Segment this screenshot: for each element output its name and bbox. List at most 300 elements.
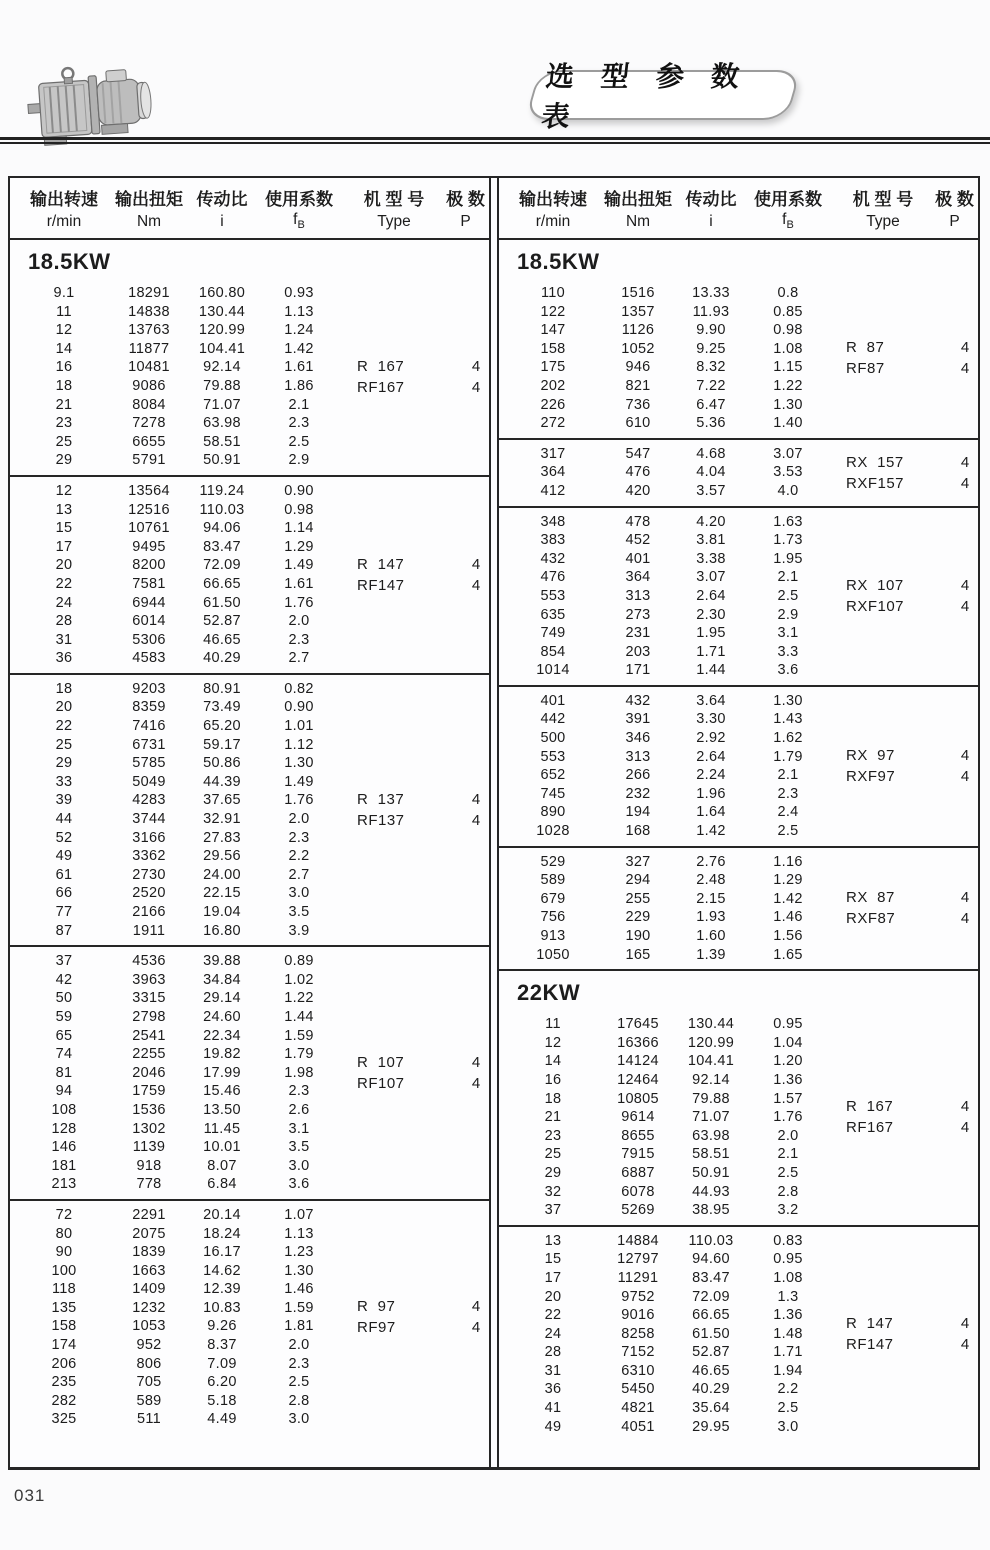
cell-type: RF107 bbox=[357, 1075, 405, 1093]
table-row bbox=[507, 550, 978, 569]
cell-poles: 4 bbox=[960, 889, 970, 907]
cell-factor: 0.82 bbox=[284, 680, 314, 697]
header-label-cn-5: 极 数 bbox=[935, 190, 974, 209]
cell-torque: 6014 bbox=[132, 613, 166, 630]
cell-speed: 13 bbox=[55, 501, 73, 518]
cell-speed: 29 bbox=[55, 452, 73, 469]
cell-speed: 756 bbox=[540, 909, 566, 926]
cell-factor: 1.76 bbox=[284, 594, 314, 611]
cell-speed: 282 bbox=[51, 1392, 77, 1409]
cell-type: RF137 bbox=[357, 812, 405, 830]
cell-factor: 2.0 bbox=[288, 811, 310, 828]
cell-torque: 10761 bbox=[128, 520, 170, 537]
header-label-cn-3: 使用系数 bbox=[265, 190, 333, 209]
cell-torque: 11291 bbox=[617, 1269, 659, 1286]
cell-factor: 2.1 bbox=[777, 767, 799, 784]
cell-speed: 146 bbox=[51, 1139, 77, 1156]
cell-type: RX 97 bbox=[846, 747, 895, 765]
cell-ratio: 72.09 bbox=[203, 557, 241, 574]
cell-speed: 59 bbox=[55, 1008, 73, 1025]
cell-ratio: 130.44 bbox=[198, 303, 246, 320]
cell-factor: 2.1 bbox=[288, 396, 310, 413]
cell-speed: 213 bbox=[51, 1176, 77, 1193]
cell-factor: 1.76 bbox=[773, 1109, 803, 1126]
cell-speed: 52 bbox=[55, 829, 73, 846]
cell-torque: 6887 bbox=[621, 1164, 655, 1181]
cell-ratio: 4.49 bbox=[207, 1411, 237, 1428]
table-row bbox=[507, 1269, 978, 1288]
cell-poles: 4 bbox=[960, 768, 970, 786]
cell-speed: 12 bbox=[544, 1034, 562, 1051]
cell-torque: 17645 bbox=[617, 1016, 659, 1033]
cell-speed: 80 bbox=[55, 1225, 73, 1242]
ratio-block bbox=[10, 1199, 489, 1434]
cell-speed: 12 bbox=[55, 322, 73, 339]
cell-type: R 167 bbox=[846, 1098, 894, 1116]
cell-ratio: 44.93 bbox=[692, 1183, 730, 1200]
table-row bbox=[507, 1071, 978, 1090]
table-row bbox=[18, 1243, 489, 1262]
cell-torque: 8084 bbox=[132, 396, 166, 413]
cell-factor: 2.2 bbox=[777, 1381, 799, 1398]
section-title: 18.5KW bbox=[517, 249, 600, 274]
cell-factor: 0.83 bbox=[773, 1232, 803, 1249]
table-row bbox=[18, 414, 489, 433]
table-row bbox=[507, 1164, 978, 1183]
cell-torque: 476 bbox=[625, 464, 651, 481]
header-label-unit-4: Type bbox=[377, 212, 411, 230]
type-row bbox=[846, 1096, 978, 1117]
cell-torque: 168 bbox=[625, 823, 651, 840]
cell-factor: 2.5 bbox=[777, 1400, 799, 1417]
cell-torque: 3744 bbox=[132, 811, 166, 828]
table-row bbox=[18, 1336, 489, 1355]
cell-torque: 5785 bbox=[132, 755, 166, 772]
cell-torque: 946 bbox=[625, 359, 651, 376]
cell-ratio: 79.88 bbox=[692, 1090, 730, 1107]
header-label-unit-5: P bbox=[949, 212, 960, 230]
cell-torque: 9495 bbox=[132, 538, 166, 555]
cell-type: R 107 bbox=[357, 1054, 405, 1072]
cell-factor: 1.29 bbox=[284, 538, 314, 555]
cell-torque: 5450 bbox=[621, 1381, 655, 1398]
cell-speed: 41 bbox=[544, 1400, 562, 1417]
cell-factor: 1.29 bbox=[773, 872, 803, 889]
cell-factor: 1.14 bbox=[284, 520, 314, 537]
cell-factor: 1.36 bbox=[773, 1071, 803, 1088]
cell-factor: 0.85 bbox=[773, 303, 803, 320]
cell-torque: 1839 bbox=[132, 1244, 166, 1261]
cell-speed: 36 bbox=[55, 650, 73, 667]
cell-ratio: 8.32 bbox=[696, 359, 726, 376]
cell-ratio: 9.26 bbox=[207, 1318, 237, 1335]
cell-type: RXF157 bbox=[846, 474, 905, 492]
column-header bbox=[10, 178, 489, 240]
table-row bbox=[507, 1145, 978, 1164]
header-label-cn-0: 输出转速 bbox=[519, 190, 587, 209]
cell-ratio: 12.39 bbox=[203, 1281, 241, 1298]
cell-ratio: 110.03 bbox=[199, 501, 245, 518]
table-row bbox=[18, 1120, 489, 1139]
table-row bbox=[507, 1232, 978, 1251]
table-row bbox=[18, 717, 489, 736]
cell-ratio: 59.17 bbox=[203, 736, 241, 753]
type-column bbox=[357, 1296, 491, 1338]
cell-torque: 3362 bbox=[132, 848, 166, 865]
cell-factor: 1.73 bbox=[773, 532, 803, 549]
cell-factor: 2.1 bbox=[777, 569, 799, 586]
cell-type: RF167 bbox=[846, 1119, 894, 1137]
cell-factor: 3.53 bbox=[773, 464, 803, 481]
cell-torque: 1302 bbox=[132, 1120, 166, 1137]
cell-torque: 14124 bbox=[617, 1053, 659, 1070]
cell-type: RX 107 bbox=[846, 577, 904, 595]
cell-factor: 1.07 bbox=[284, 1206, 314, 1223]
cell-factor: 2.5 bbox=[288, 433, 310, 450]
cell-factor: 1.23 bbox=[284, 1244, 314, 1261]
cell-factor: 1.49 bbox=[284, 557, 314, 574]
cell-ratio: 2.30 bbox=[696, 606, 726, 623]
cell-torque: 3166 bbox=[132, 829, 166, 846]
cell-ratio: 16.17 bbox=[203, 1244, 241, 1261]
table-row bbox=[18, 321, 489, 340]
cell-ratio: 92.14 bbox=[692, 1071, 730, 1088]
cell-speed: 72 bbox=[55, 1206, 73, 1223]
header-label-cn-3: 使用系数 bbox=[754, 190, 822, 209]
cell-factor: 2.4 bbox=[777, 804, 799, 821]
page-number: 031 bbox=[14, 1486, 46, 1505]
table-row bbox=[18, 1410, 489, 1429]
cell-ratio: 130.44 bbox=[687, 1016, 735, 1033]
cell-torque: 7416 bbox=[132, 718, 166, 735]
cell-factor: 1.59 bbox=[284, 1027, 314, 1044]
cell-torque: 806 bbox=[136, 1355, 162, 1372]
cell-ratio: 83.47 bbox=[692, 1269, 730, 1286]
cell-factor: 2.8 bbox=[777, 1183, 799, 1200]
table-row bbox=[507, 414, 978, 433]
cell-ratio: 22.15 bbox=[203, 885, 241, 902]
cell-ratio: 1.71 bbox=[696, 643, 726, 660]
ratio-block bbox=[10, 945, 489, 1199]
ratio-block bbox=[499, 685, 978, 846]
cell-factor: 1.12 bbox=[284, 736, 314, 753]
table-row bbox=[18, 1373, 489, 1392]
cell-torque: 5306 bbox=[132, 631, 166, 648]
header-label-cn-5: 极 数 bbox=[446, 190, 485, 209]
cell-ratio: 63.98 bbox=[203, 415, 241, 432]
cell-factor: 2.2 bbox=[288, 848, 310, 865]
cell-ratio: 11.93 bbox=[692, 303, 730, 320]
cell-ratio: 7.22 bbox=[696, 377, 726, 394]
cell-ratio: 52.87 bbox=[203, 613, 241, 630]
cell-factor: 3.2 bbox=[777, 1202, 799, 1219]
ratio-block bbox=[499, 279, 978, 438]
cell-type: RXF87 bbox=[846, 910, 896, 928]
cell-factor: 3.6 bbox=[288, 1176, 310, 1193]
cell-speed: 108 bbox=[51, 1101, 77, 1118]
cell-factor: 1.61 bbox=[284, 359, 314, 376]
header-label-unit-1: Nm bbox=[136, 212, 162, 230]
cell-speed: 325 bbox=[51, 1411, 77, 1428]
cell-speed: 94 bbox=[55, 1083, 73, 1100]
cell-factor: 1.71 bbox=[773, 1344, 803, 1361]
cell-factor: 2.0 bbox=[288, 613, 310, 630]
type-row bbox=[846, 887, 978, 908]
header-label-cn-4: 机 型 号 bbox=[852, 190, 914, 209]
cell-torque: 6655 bbox=[132, 433, 166, 450]
power-section bbox=[10, 240, 489, 1434]
cell-ratio: 94.60 bbox=[692, 1251, 730, 1268]
ratio-block bbox=[10, 475, 489, 673]
cell-ratio: 1.42 bbox=[696, 823, 726, 840]
cell-ratio: 3.57 bbox=[696, 482, 726, 499]
cell-ratio: 2.64 bbox=[696, 748, 726, 765]
cell-ratio: 104.41 bbox=[687, 1053, 735, 1070]
cell-factor: 2.3 bbox=[777, 785, 799, 802]
table-row bbox=[18, 1206, 489, 1225]
cell-torque: 14838 bbox=[128, 303, 170, 320]
header-label-cn-2: 传动比 bbox=[196, 190, 248, 209]
cell-factor: 1.98 bbox=[284, 1064, 314, 1081]
cell-ratio: 71.07 bbox=[203, 396, 241, 413]
cell-ratio: 29.95 bbox=[692, 1418, 730, 1435]
cell-speed: 745 bbox=[540, 785, 566, 802]
type-column bbox=[846, 1096, 978, 1138]
cell-factor: 1.62 bbox=[773, 730, 803, 747]
table-row bbox=[507, 853, 978, 872]
cell-torque: 13763 bbox=[128, 322, 170, 339]
cell-speed: 12 bbox=[55, 482, 73, 499]
cell-ratio: 24.00 bbox=[203, 866, 241, 883]
cell-speed: 20 bbox=[544, 1288, 562, 1305]
type-column bbox=[846, 575, 978, 617]
cell-torque: 1536 bbox=[132, 1101, 166, 1118]
cell-factor: 1.42 bbox=[773, 890, 803, 907]
type-row bbox=[846, 908, 978, 929]
header-label-unit-5: P bbox=[460, 212, 471, 230]
cell-torque: 18291 bbox=[128, 285, 170, 301]
cell-speed: 20 bbox=[55, 699, 73, 716]
type-row bbox=[357, 356, 491, 377]
type-column bbox=[846, 1313, 978, 1355]
page-title: 选 型 参 数 表 bbox=[539, 62, 751, 133]
cell-torque: 3963 bbox=[132, 971, 166, 988]
cell-type: RF147 bbox=[357, 576, 405, 594]
table-row bbox=[18, 1157, 489, 1176]
cell-type: R 167 bbox=[357, 357, 405, 375]
cell-ratio: 46.65 bbox=[203, 631, 241, 648]
cell-ratio: 58.51 bbox=[692, 1146, 730, 1163]
cell-speed: 18 bbox=[55, 680, 73, 697]
cell-factor: 2.5 bbox=[777, 587, 799, 604]
table-row bbox=[18, 952, 489, 971]
cell-factor: 3.6 bbox=[777, 662, 799, 679]
cell-factor: 3.0 bbox=[288, 1157, 310, 1174]
table-row bbox=[507, 377, 978, 396]
cell-ratio: 104.41 bbox=[198, 340, 246, 357]
cell-type: R 137 bbox=[357, 791, 405, 809]
cell-factor: 1.46 bbox=[284, 1281, 314, 1298]
cell-ratio: 2.15 bbox=[696, 890, 726, 907]
table-row bbox=[18, 1392, 489, 1411]
cell-speed: 16 bbox=[55, 359, 73, 376]
cell-ratio: 119.24 bbox=[199, 482, 245, 499]
cell-poles: 4 bbox=[471, 576, 481, 594]
cell-torque: 452 bbox=[625, 532, 651, 549]
cell-torque: 14884 bbox=[617, 1232, 659, 1249]
type-column bbox=[846, 452, 978, 494]
table-row bbox=[507, 822, 978, 841]
cell-torque: 231 bbox=[625, 625, 651, 642]
cell-factor: 1.30 bbox=[773, 396, 803, 413]
cell-ratio: 1.60 bbox=[696, 928, 726, 944]
cell-ratio: 44.39 bbox=[203, 773, 241, 790]
cell-factor: 1.01 bbox=[284, 718, 314, 735]
cell-ratio: 7.09 bbox=[207, 1355, 237, 1372]
type-row bbox=[357, 377, 491, 398]
cell-torque: 6078 bbox=[621, 1183, 655, 1200]
cell-factor: 2.1 bbox=[777, 1146, 799, 1163]
cell-speed: 652 bbox=[540, 767, 566, 784]
table-row bbox=[507, 946, 978, 965]
cell-speed: 74 bbox=[55, 1046, 73, 1063]
cell-speed: 383 bbox=[540, 532, 566, 549]
table-row bbox=[18, 451, 489, 470]
header-label-unit-1: Nm bbox=[625, 212, 651, 230]
cell-factor: 0.8 bbox=[777, 285, 799, 301]
cell-torque: 918 bbox=[136, 1157, 162, 1174]
cell-speed: 44 bbox=[55, 811, 73, 828]
cell-factor: 1.08 bbox=[773, 1269, 803, 1286]
cell-poles: 4 bbox=[471, 1319, 481, 1337]
cell-ratio: 2.64 bbox=[696, 587, 726, 604]
type-row bbox=[357, 1052, 491, 1073]
cell-ratio: 160.80 bbox=[198, 285, 246, 301]
header-unit-subscript: B bbox=[297, 219, 305, 232]
header-divider-rule bbox=[0, 137, 990, 144]
cell-ratio: 71.07 bbox=[692, 1109, 730, 1126]
cell-speed: 749 bbox=[540, 625, 566, 642]
cell-ratio: 3.81 bbox=[696, 532, 726, 549]
cell-factor: 2.3 bbox=[288, 1355, 310, 1372]
cell-speed: 37 bbox=[544, 1202, 562, 1219]
cell-factor: 0.93 bbox=[284, 285, 314, 301]
cell-torque: 232 bbox=[625, 785, 651, 802]
cell-torque: 8258 bbox=[621, 1325, 655, 1342]
cell-factor: 1.81 bbox=[284, 1318, 314, 1335]
type-row bbox=[357, 575, 491, 596]
cell-speed: 158 bbox=[51, 1318, 77, 1335]
cell-ratio: 9.90 bbox=[696, 322, 726, 339]
cell-speed: 890 bbox=[540, 804, 566, 821]
cell-torque: 610 bbox=[625, 415, 651, 432]
cell-ratio: 3.64 bbox=[696, 692, 726, 709]
cell-ratio: 83.47 bbox=[203, 538, 241, 555]
cell-torque: 1052 bbox=[621, 340, 655, 357]
cell-speed: 37 bbox=[55, 953, 73, 970]
table-row bbox=[507, 661, 978, 680]
ratio-block bbox=[499, 1010, 978, 1225]
type-row bbox=[846, 473, 978, 494]
cell-torque: 171 bbox=[625, 662, 651, 679]
cell-speed: 553 bbox=[540, 748, 566, 765]
cell-torque: 255 bbox=[625, 890, 651, 907]
cell-factor: 1.20 bbox=[773, 1053, 803, 1070]
cell-factor: 2.3 bbox=[288, 829, 310, 846]
cell-factor: 2.7 bbox=[288, 866, 310, 883]
cell-factor: 2.3 bbox=[288, 1083, 310, 1100]
cell-factor: 0.89 bbox=[284, 953, 314, 970]
cell-factor: 1.94 bbox=[773, 1362, 803, 1379]
table-row bbox=[507, 1201, 978, 1220]
cell-torque: 7915 bbox=[621, 1146, 655, 1163]
cell-torque: 1126 bbox=[621, 322, 655, 339]
cell-torque: 203 bbox=[625, 643, 651, 660]
table-row bbox=[507, 785, 978, 804]
cell-speed: 348 bbox=[540, 513, 566, 530]
cell-speed: 90 bbox=[55, 1244, 73, 1261]
cell-ratio: 61.50 bbox=[692, 1325, 730, 1342]
cell-ratio: 19.82 bbox=[203, 1046, 241, 1063]
cell-speed: 100 bbox=[51, 1262, 77, 1279]
cell-speed: 16 bbox=[544, 1071, 562, 1088]
cell-factor: 1.24 bbox=[284, 322, 314, 339]
cell-speed: 635 bbox=[540, 606, 566, 623]
cell-factor: 0.95 bbox=[773, 1251, 803, 1268]
cell-torque: 1759 bbox=[132, 1083, 166, 1100]
cell-ratio: 29.14 bbox=[203, 990, 241, 1007]
cell-factor: 1.63 bbox=[773, 513, 803, 530]
cell-torque: 736 bbox=[625, 396, 651, 413]
cell-factor: 1.13 bbox=[284, 303, 314, 320]
type-row bbox=[357, 1073, 491, 1094]
cell-poles: 4 bbox=[471, 357, 481, 375]
cell-torque: 432 bbox=[625, 692, 651, 709]
cell-speed: 17 bbox=[544, 1269, 562, 1286]
cell-ratio: 5.36 bbox=[696, 415, 726, 432]
cell-ratio: 50.86 bbox=[203, 755, 241, 772]
cell-speed: 317 bbox=[540, 445, 566, 462]
cell-torque: 2075 bbox=[132, 1225, 166, 1242]
cell-ratio: 1.95 bbox=[696, 625, 726, 642]
cell-torque: 8655 bbox=[621, 1127, 655, 1144]
type-row bbox=[357, 810, 491, 831]
table-row bbox=[507, 1380, 978, 1399]
cell-torque: 7581 bbox=[132, 575, 166, 592]
cell-poles: 4 bbox=[960, 1119, 970, 1137]
cell-speed: 29 bbox=[55, 755, 73, 772]
table-row bbox=[507, 803, 978, 822]
cell-type: R 87 bbox=[846, 339, 885, 357]
cell-speed: 442 bbox=[540, 711, 566, 728]
table-row bbox=[507, 624, 978, 643]
cell-torque: 6944 bbox=[132, 594, 166, 611]
cell-torque: 1357 bbox=[621, 303, 655, 320]
cell-speed: 412 bbox=[540, 482, 566, 499]
table-row bbox=[18, 1262, 489, 1281]
cell-factor: 1.76 bbox=[284, 792, 314, 809]
table-row bbox=[18, 1138, 489, 1157]
table-row bbox=[18, 594, 489, 613]
cell-speed: 29 bbox=[544, 1164, 562, 1181]
cell-torque: 194 bbox=[625, 804, 651, 821]
table-row bbox=[18, 736, 489, 755]
cell-ratio: 3.38 bbox=[696, 550, 726, 567]
cell-type: RX 87 bbox=[846, 889, 895, 907]
cell-torque: 1911 bbox=[132, 922, 166, 939]
cell-torque: 778 bbox=[136, 1176, 162, 1193]
type-row bbox=[846, 1334, 978, 1355]
